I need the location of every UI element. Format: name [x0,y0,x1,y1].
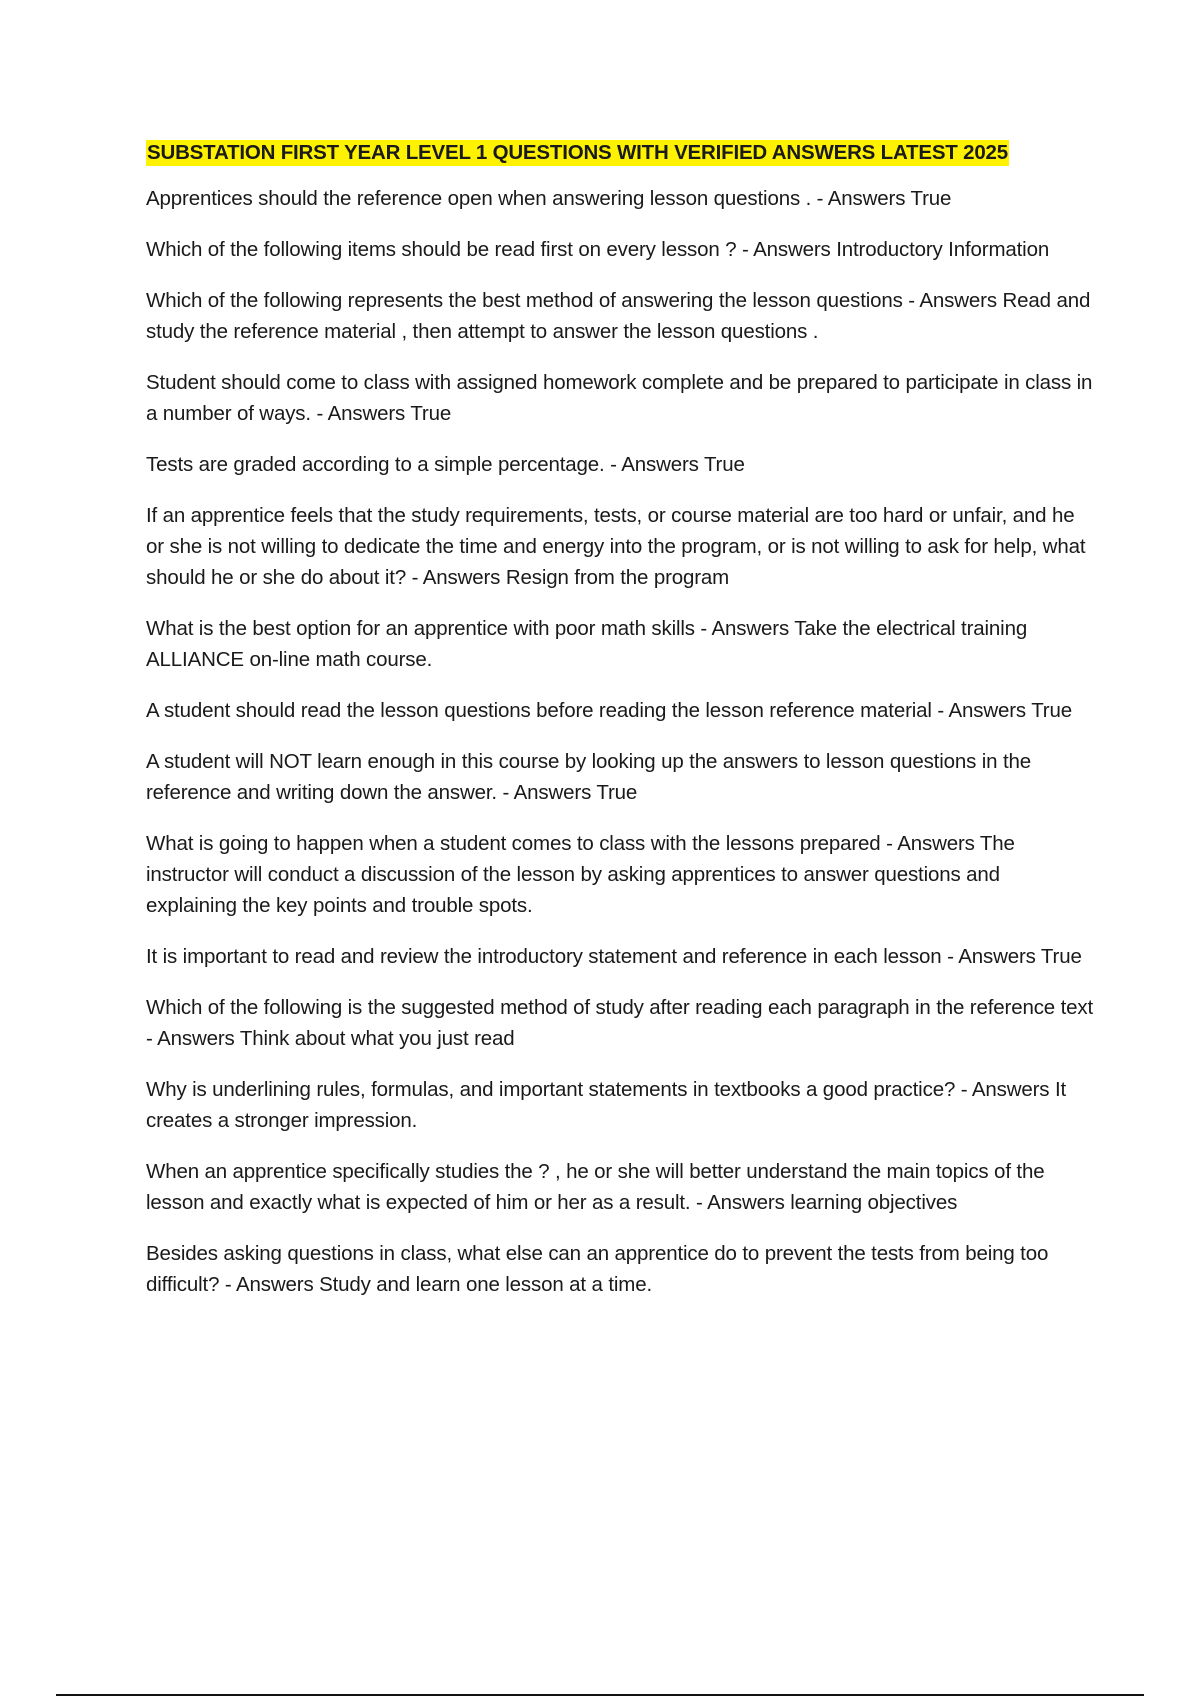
answer-text: Answers Think about what you just read [157,1027,515,1050]
qa-item [146,367,1096,429]
answer-text: Answers Study and learn one lesson at a time. [235,1273,652,1296]
question-text: A student will NOT learn enough in this course by looking up the answers to lesson questions in the reference and writing down the answer. [146,750,1032,804]
answer-text: Answers The instructor will conduct a discussion of the lesson by asking apprentices to answer questions and explaining the key points and trouble spots. [146,832,1015,917]
qa-item [146,1156,1096,1218]
question-text: Student should come to class with assigned homework complete and be prepared to participate in class in a number of ways. [146,371,1093,425]
separator [311,402,328,425]
answer-text: Answers Read and study the reference material , then attempt to answer the lesson questions . [146,289,1091,343]
question-text: Which of the following represents the best method of answering the lesson questions [146,289,903,312]
question-text: Tests are graded according to a simple percentage. [146,453,605,476]
separator [497,781,514,804]
answer-text: Answers True [621,453,745,476]
question-text: What is the best option for an apprentice with poor math skills [146,617,695,640]
answer-text: Answers True [958,945,1082,968]
qa-item [146,746,1096,808]
separator [605,453,622,476]
separator [736,238,753,261]
separator [690,1191,707,1214]
qa-item [146,613,1096,675]
qa-item [146,500,1096,593]
qa-item [146,183,1096,214]
separator [881,832,898,855]
answer-text: Answers learning objectives [707,1191,958,1214]
separator [146,1027,157,1050]
qa-item [146,695,1096,726]
answer-text: Answers True [948,699,1072,722]
separator [811,187,828,210]
qa-list [146,183,1096,1300]
footer-rule [56,1694,1144,1696]
qa-item [146,1074,1096,1136]
question-text: What is going to happen when a student comes to class with the lessons prepared [146,832,881,855]
separator [942,945,959,968]
document-content [146,140,1096,1320]
separator [955,1078,972,1101]
answer-text: Answers Introductory Information [753,238,1050,261]
document-title: SUBSTATION FIRST YEAR LEVEL 1 QUESTIONS WITH VERIFIED ANSWERS LATEST 2025 [147,141,1008,164]
answer-text: Answers True [827,187,952,210]
question-text: Why is underlining rules, formulas, and important statements in textbooks a good practice? [146,1078,956,1101]
answer-text: Answers True [513,781,638,804]
question-text: Which of the following items should be read first on every lesson ? [146,238,737,261]
separator [695,617,712,640]
answer-text: Answers It creates a stronger impression. [146,1078,1067,1132]
question-text: Besides asking questions in class, what else can an apprentice do to prevent the tests from being too difficult? [146,1242,1049,1296]
answer-text: Answers True [327,402,452,425]
separator [219,1273,236,1296]
qa-item [146,828,1096,921]
answer-text: Answers Resign from the program [422,566,730,589]
answer-text: Answers Take the electrical training ALLIANCE on-line math course. [146,617,1028,671]
qa-item [146,449,1096,480]
question-text: Apprentices should the reference open when answering lesson questions . [146,187,812,210]
qa-item [146,285,1096,347]
question-text: It is important to read and review the introductory statement and reference in each lesson [146,945,942,968]
question-text: When an apprentice specifically studies the ? , he or she will better understand the main topics of the lesson and exactly what is expected of him or her as a result. [146,1160,1045,1214]
question-text: A student should read the lesson questions before reading the lesson reference material [146,699,932,722]
qa-item [146,1238,1096,1300]
question-text: If an apprentice feels that the study requirements, tests, or course material are too hard or unfair, and he or she is not willing to dedicate the time and energy into the program, or is not willing to ask for help, what should he or she do about it? [146,504,1086,589]
separator [903,289,920,312]
separator [406,566,423,589]
qa-item [146,234,1096,265]
qa-item [146,941,1096,972]
qa-item [146,992,1096,1054]
question-text: Which of the following is the suggested method of study after reading each paragraph in the reference text [146,996,1094,1019]
separator [932,699,949,722]
